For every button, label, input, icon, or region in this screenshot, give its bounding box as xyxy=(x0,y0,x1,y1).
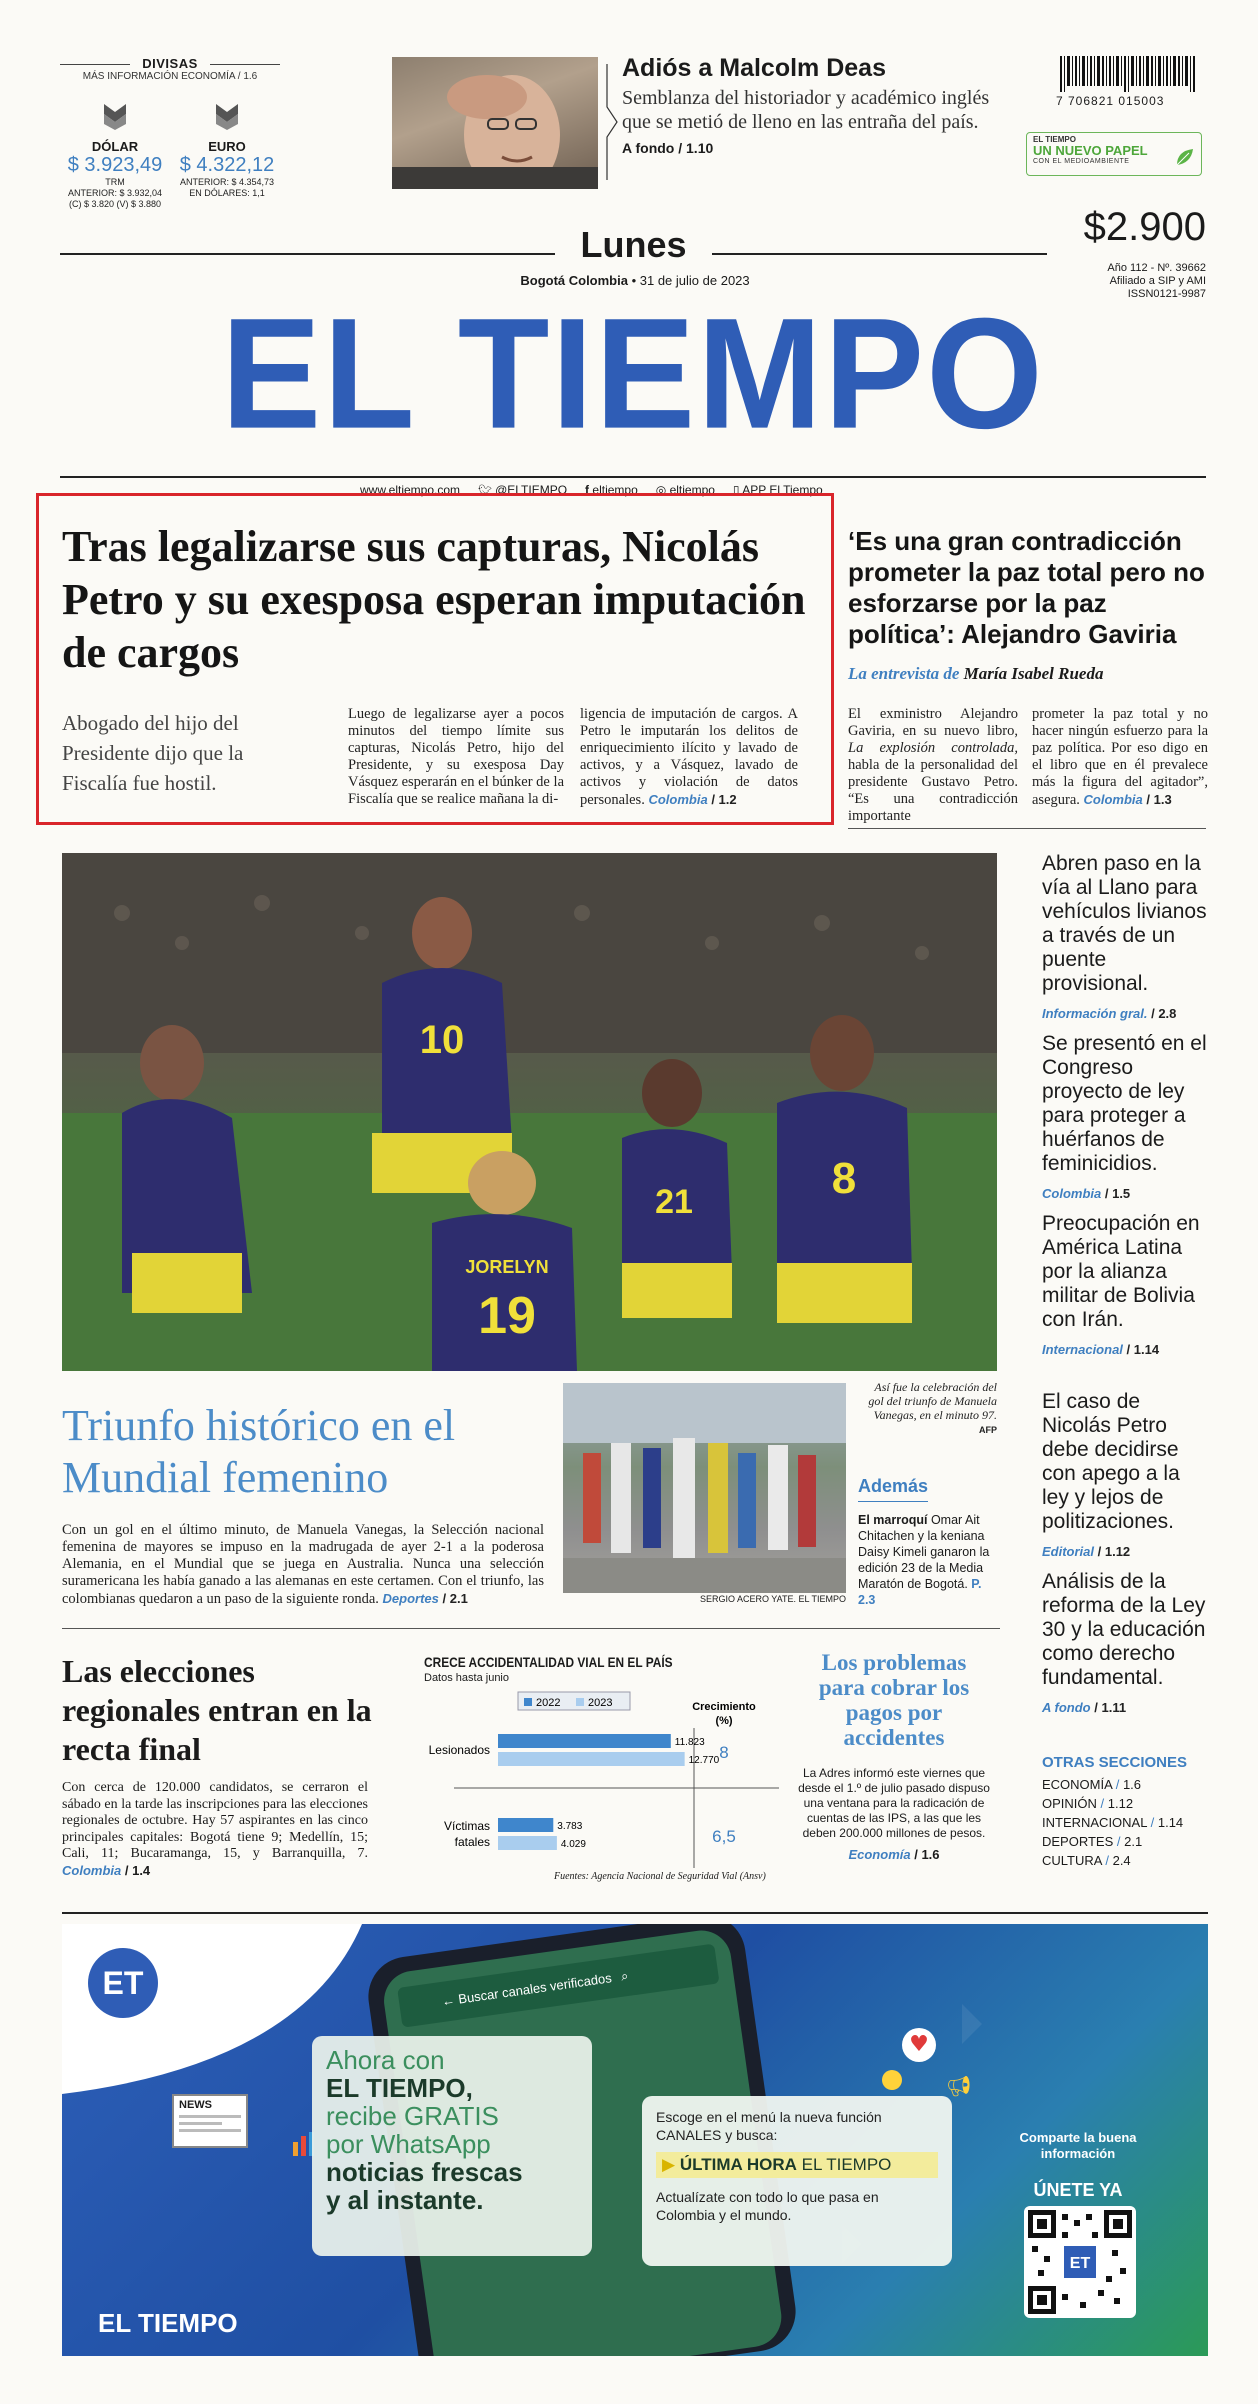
ad-brand: EL TIEMPO xyxy=(98,2308,238,2338)
masthead-date: • 31 de julio de 2023 xyxy=(631,273,750,288)
growth-header-unit: (%) xyxy=(715,1715,733,1727)
chart-plot xyxy=(424,1688,784,1888)
category-label: Lesionados xyxy=(428,1743,490,1757)
interview-section-ref[interactable]: Colombia / 1.3 xyxy=(1083,792,1172,807)
facebook-link[interactable]: f eltiempo xyxy=(585,483,638,497)
lead-deck: Abogado del hijo del Presidente dijo que la Fiscalía fue hostil. xyxy=(62,711,244,795)
paper-badge xyxy=(1026,132,1202,176)
world-cup-body: Con un gol en el último minuto, de Manuela Vanegas, la Selección nacional femenina de mayores se impuso en la madrugada de ayer 2-1 a la poderosa Alemania, en el Mundial que se juega en Australia. Nunca una selección suramericana les había ganado a las alemanas en este certamen. Con el triunfo, las colombianas quedaron a un paso de la siguiente ronda. Deportes / 2.1 xyxy=(62,1522,544,1607)
marathon-photo xyxy=(563,1383,846,1593)
ad-instructions-bubble xyxy=(642,2096,952,2266)
newspaper-icon: NEWS xyxy=(172,2094,248,2148)
jersey-number: 19 xyxy=(478,1287,536,1345)
lead-column-2: ligencia de imputación de cargos. A Petro le imputarán los delitos de enriquecimiento ilícito y lavado de activos, y a Vásquez, lavado de activos y violación de datos personales. Colombia / 1.2 xyxy=(580,706,798,808)
chart-title: CRECE ACCIDENTALIDAD VIAL EN EL PAÍS xyxy=(424,1654,673,1670)
interview-column-1: El exministro Alejandro Gaviria, en su nuevo libro, La explosión controlada, habla de la personalidad del presidente Gustavo Petro. “Es una contradicción importante xyxy=(848,706,1018,824)
sidebar-story[interactable]: Abren paso en la vía al Llano para vehículos livianos a través de un puente provisional. Información gral. / 2.8 xyxy=(1042,852,1207,1021)
growth-header: Crecimiento xyxy=(692,1701,756,1713)
sidebar-story[interactable]: Se presentó en el Congreso proyecto de ley para proteger a huérfanos de feminicidios. Colombia / 1.5 xyxy=(1042,1032,1207,1201)
ad-line-4: por WhatsApp xyxy=(326,2129,491,2159)
ad-line-6: y al instante. xyxy=(326,2185,484,2215)
ad-line-3: recibe GRATIS xyxy=(326,2101,499,2131)
instagram-icon: ◎ xyxy=(655,483,670,497)
chart-bar xyxy=(498,1752,685,1766)
lead-section-ref[interactable]: Colombia / 1.2 xyxy=(648,792,737,807)
paper-badge-bottom: CON EL MEDIOAMBIENTE xyxy=(1033,158,1130,165)
search-icon: ⌕ xyxy=(620,1967,630,1984)
payments-section-ref[interactable]: Economía / 1.6 xyxy=(848,1847,940,1862)
marathon-credit: SERGIO ACERO YATE. EL TIEMPO xyxy=(699,1594,846,1604)
interview-byline: La entrevista de María Isabel Rueda xyxy=(848,664,1104,683)
price: $2.900 xyxy=(1083,205,1206,249)
instagram-link[interactable]: ◎ eltiempo xyxy=(655,483,715,497)
year-info: Año 112 - Nº. 39662 xyxy=(1107,262,1206,274)
sidebar-story[interactable]: Análisis de la reforma de la Ley 30 y la educación como derecho fundamental. A fondo / 1.11 xyxy=(1042,1570,1206,1715)
back-arrow-icon: ← xyxy=(440,1992,456,2009)
ad-line-1: Ahora con xyxy=(326,2045,445,2075)
play-icon: ▶ xyxy=(662,2155,676,2174)
barcode-number: 7 706821 015003 xyxy=(1056,94,1165,108)
marathon-page-ref[interactable]: P. 2.3 xyxy=(858,1577,982,1607)
paper-badge-top: EL TIEMPO xyxy=(1033,135,1076,144)
sidebar-story[interactable]: El caso de Nicolás Petro debe decidirse con apego a la ley y lejos de politizaciones. Editorial / 1.12 xyxy=(1042,1390,1180,1559)
growth-value: 8 xyxy=(719,1743,729,1762)
megaphone-icon: 📢︎ xyxy=(946,2074,972,2098)
section-link[interactable]: INTERNACIONAL / 1.14 xyxy=(1042,1815,1184,1830)
ad-message-bubble xyxy=(312,2036,592,2256)
bar-value-label: 12.770 xyxy=(688,1755,720,1766)
player-left xyxy=(122,1025,252,1313)
chart-bar xyxy=(498,1836,557,1850)
currency-title: DIVISAS xyxy=(142,56,198,71)
qr-code-icon xyxy=(1028,2210,1132,2314)
masthead-day: Lunes xyxy=(580,224,687,265)
currency-box xyxy=(60,56,280,226)
chart-source: Fuentes: Agencia Nacional de Seguridad Vial (Ansv) xyxy=(554,1871,766,1882)
dollar-trm: TRM xyxy=(105,177,125,187)
app-link[interactable]: ▯ APP El Tiempo xyxy=(732,483,823,497)
elections-headline[interactable]: Las elecciones regionales entran en la recta final xyxy=(62,1653,372,1767)
legend-label: 2022 xyxy=(536,1697,561,1709)
malcolm-deas-photo xyxy=(392,57,598,189)
issn: ISSN0121-9987 xyxy=(1127,288,1206,300)
svg-text:ET: ET xyxy=(1069,2255,1091,2272)
section-link[interactable]: OPINIÓN / 1.12 xyxy=(1042,1796,1134,1811)
jersey-number: 21 xyxy=(655,1183,693,1221)
ad-line-2: EL TIEMPO, xyxy=(326,2073,473,2103)
marathon-text: El marroquí Omar Ait Chitachen y la keniana Daisy Kimeli ganaron la edición 23 de la Media Maratón de Bogotá. P. 2.3 xyxy=(858,1513,990,1607)
barcode-icon xyxy=(1056,56,1206,92)
chart-bar xyxy=(498,1818,553,1832)
euro-in-dollars: EN DÓLARES: 1,1 xyxy=(189,188,265,198)
marathon-block xyxy=(858,1476,1000,1608)
euro-label: EURO xyxy=(208,139,246,154)
bar-value-label: 3.783 xyxy=(557,1821,583,1832)
chart-legend xyxy=(518,1692,630,1710)
legend-swatch xyxy=(576,1698,584,1706)
qr-code[interactable] xyxy=(1024,2206,1136,2318)
twitter-link[interactable]: 🐦︎ @ELTIEMPO xyxy=(478,483,568,497)
photo-caption: Así fue la celebración del gol del triunfo de Manuela Vanegas, en el minuto 97. AFP xyxy=(868,1380,997,1435)
category-label: Víctimas xyxy=(443,1819,490,1833)
payments-headline[interactable]: Los problemas para cobrar los pagos por accidentes xyxy=(818,1650,970,1750)
teaser-text: Semblanza del historiador y académico inglés que se metió de lleno en las entraña del país. xyxy=(622,87,990,133)
section-link[interactable]: ECONOMÍA / 1.6 xyxy=(1042,1777,1142,1792)
twitter-icon: 🐦︎ xyxy=(478,485,496,497)
dollar-label: DÓLAR xyxy=(91,139,139,154)
euro-value: $ 4.322,12 xyxy=(179,154,275,176)
bar-value-label: 11.823 xyxy=(674,1737,705,1748)
category-label: fatales xyxy=(454,1835,490,1849)
teaser-block xyxy=(622,52,992,156)
player-21 xyxy=(622,1059,732,1318)
section-link[interactable]: DEPORTES / 2.1 xyxy=(1042,1834,1143,1849)
bar-value-label: 4.029 xyxy=(560,1839,586,1850)
dollar-column xyxy=(60,100,170,210)
whatsapp-ad[interactable] xyxy=(62,1924,1208,2356)
dollar-buy-sell: (C) $ 3.820 (V) $ 3.880 xyxy=(68,199,162,209)
ad-share-text: Comparte la buena información xyxy=(1019,2130,1137,2161)
teaser-headline[interactable]: Adiós a Malcolm Deas xyxy=(622,54,886,82)
jersey-number: 10 xyxy=(419,1018,465,1062)
phone-search-bar[interactable]: ← Buscar canales verificados ⌕ xyxy=(440,1967,630,2009)
world-cup-section-ref[interactable]: Deportes / 2.1 xyxy=(382,1591,468,1606)
elections-body: Con cerca de 120.000 candidatos, se cerraron el sábado en la tarde las inscripciones para las elecciones regionales de octubre. Hay 57 aspirantes en las cinco principales capitales: Bogotá tiene 9; Medellín, 15; Cali, 11; Bucaramanga, 15, y Barranquilla, 7. Colombia / 1.4 xyxy=(62,1780,368,1878)
barcode xyxy=(1056,56,1206,108)
section-link[interactable]: CULTURA / 2.4 xyxy=(1042,1853,1131,1868)
ad-update-text: Actualízate con todo lo que pasa en Colombia y el mundo. xyxy=(656,2189,879,2223)
heart-icon: ♥ xyxy=(902,2028,936,2062)
emoji-icon xyxy=(882,2070,902,2090)
lead-story xyxy=(62,520,822,679)
ad-join-text: ÚNETE YA xyxy=(1033,2180,1123,2200)
affiliation: Afiliado a SIP y AMI xyxy=(1109,275,1206,287)
jersey-name: JORELYN xyxy=(465,1257,549,1277)
lead-headline[interactable]: Tras legalizarse sus capturas, Nicolás Petro y su exesposa esperan imputación de cargos xyxy=(62,522,806,677)
sidebar-story[interactable]: Preocupación en América Latina por la alianza militar de Bolivia con Irán. Internacional / 1.14 xyxy=(1042,1212,1200,1357)
world-cup-headline[interactable]: Triunfo histórico en el Mundial femenino xyxy=(62,1401,456,1502)
ad-channel-pill[interactable]: ▶ ÚLTIMA HORA EL TIEMPO xyxy=(656,2152,938,2178)
phone-icon: ▯ xyxy=(732,483,743,497)
growth-value: 6,5 xyxy=(712,1827,736,1846)
dollar-previous: ANTERIOR: $ 3.932,04 xyxy=(67,188,163,198)
jersey-number: 8 xyxy=(831,1154,857,1203)
teaser-divider xyxy=(604,62,620,182)
ad-menu-text: Escoge en el menú la nueva función CANALES y busca: xyxy=(656,2109,882,2143)
interview-headline[interactable]: ‘Es una gran contradicción prometer la paz total pero no esforzarse por la paz política’: Alejandro Gaviria xyxy=(848,526,1205,649)
interview-story xyxy=(848,526,1208,684)
paper-badge-main: UN NUEVO PAPEL xyxy=(1033,143,1148,158)
teaser-ref[interactable]: A fondo / 1.10 xyxy=(622,140,714,156)
payments-story xyxy=(796,1650,992,1862)
euro-column xyxy=(172,100,282,199)
chart-bar xyxy=(498,1734,671,1748)
player-8 xyxy=(777,1015,912,1323)
leaf-icon xyxy=(1173,145,1197,169)
currency-subtitle: MÁS INFORMACIÓN ECONOMÍA / 1.6 xyxy=(82,71,258,82)
legend-label: 2023 xyxy=(588,1697,613,1709)
facebook-icon: f xyxy=(585,483,593,497)
interview-column-2: prometer la paz total y no hacer ningún esfuerzo para la paz política. Por eso digo en el libro que en él prevalece más la figura del agitador”, asegura. Colombia / 1.3 xyxy=(1032,706,1208,808)
marathon-label: Además xyxy=(858,1476,928,1502)
lead-column-1: Luego de legalizarse ayer a pocos minutos del tiempo límite sus capturas, Nicolás Petro, hijo del Presidente, y su exesposa Day Vásquez esperarán en el búnker de la Fiscalía que se realice mañana la di- xyxy=(348,706,564,807)
masthead-city: Bogotá Colombia xyxy=(520,273,628,288)
dollar-value: $ 3.923,49 xyxy=(67,154,163,176)
et-logo: ET xyxy=(88,1948,158,2018)
euro-previous: ANTERIOR: $ 4.354,73 xyxy=(179,177,275,187)
chart-subtitle: Datos hasta junio xyxy=(424,1672,509,1684)
down-arrow-icon xyxy=(212,100,242,130)
website-link[interactable]: www.eltiempo.com xyxy=(360,483,461,497)
legend-swatch xyxy=(524,1698,532,1706)
other-sections-title: OTRAS SECCIONES xyxy=(1042,1754,1188,1771)
down-arrow-icon xyxy=(100,100,130,130)
other-sections xyxy=(1042,1754,1212,1870)
ad-line-5: noticias frescas xyxy=(326,2157,523,2187)
masthead-logo[interactable]: EL TIEMPO xyxy=(221,284,1045,462)
elections-section-ref[interactable]: Colombia / 1.4 xyxy=(62,1862,151,1878)
accident-chart xyxy=(424,1654,784,1894)
payments-body: La Adres informó este viernes que desde el 1.º de julio pasado dispuso una ventana para la radicación de cuentas de las IPS, a las que les deben 200.000 millones de pesos. xyxy=(798,1766,990,1840)
main-photo-celebration xyxy=(62,853,997,1371)
